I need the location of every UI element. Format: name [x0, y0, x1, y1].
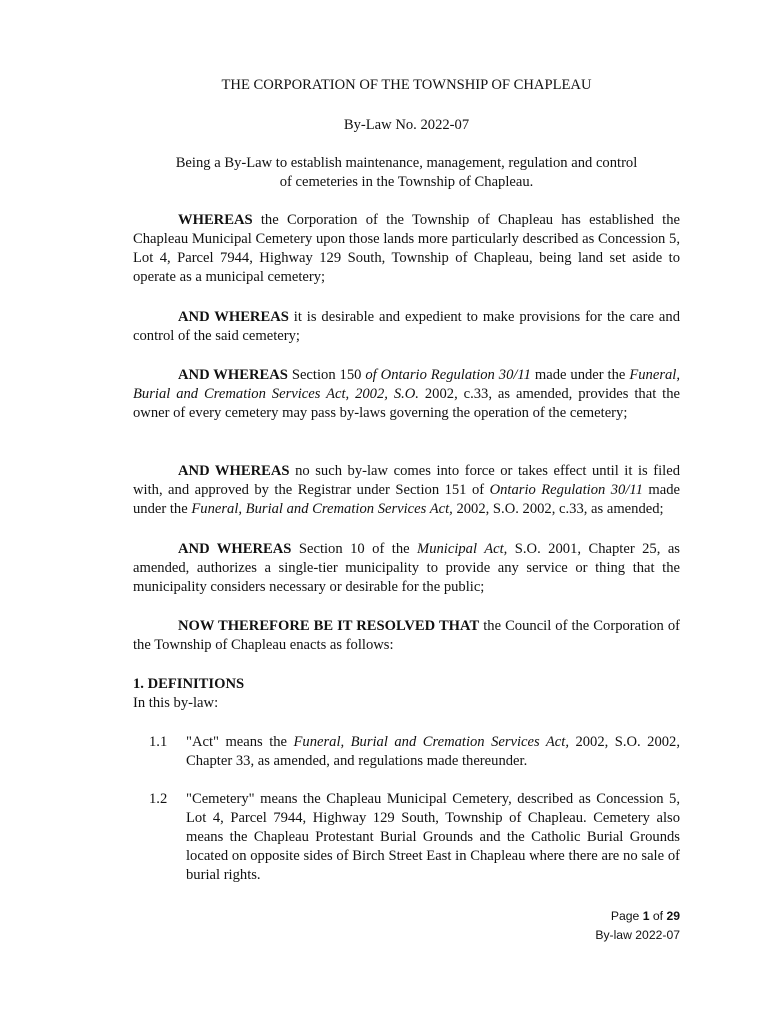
whereas-keyword: WHEREAS [178, 212, 253, 228]
definition-text: "Act" means the [186, 734, 294, 750]
definition-1-2 [133, 790, 680, 885]
page-of: of [649, 909, 667, 923]
whereas-1-text: the Corporation of the Township of Chapleau has established the Chapleau Municipal Cemetery upon those lands more particularly described as Concession 5, Lot 4, Parcel 7944, Highway 129 South, Township of Chapleau, being land set aside to operate as a municipal cemetery; [133, 212, 680, 285]
act-citation: Municipal Act, [417, 541, 508, 557]
section-1-heading [133, 675, 680, 694]
definition-1-1 [133, 733, 680, 771]
whereas-3-text: made under the [530, 367, 630, 383]
bylaw-purpose [133, 154, 680, 192]
resolution-keyword: NOW THEREFORE BE IT RESOLVED THAT [178, 618, 480, 634]
whereas-2-text: it is desirable and expedient to make provisions for the care and control of the said cemetery; [133, 309, 680, 344]
page-total: 29 [666, 909, 680, 923]
resolution [133, 617, 680, 655]
whereas-3-text: 2002, c.33, as amended, provides that the owner of every cemetery may pass by-laws governing the operation of the cemetery; [133, 386, 680, 421]
whereas-2 [133, 308, 680, 346]
act-citation: Funeral, Burial and Cremation Services Act, 2002, S.O. [133, 367, 680, 402]
purpose-line-1: Being a By-Law to establish maintenance, management, regulation and control [175, 155, 638, 171]
whereas-5-text: S.O. 2001, Chapter 25, as amended, authorizes a single-tier municipality to provide any service or thing that the municipality considers necessary or desirable for the public; [133, 541, 680, 595]
whereas-4-text: 2002, S.O. 2002, c.33, as amended; [452, 501, 664, 517]
whereas-3-text: Section 150 [287, 367, 366, 383]
whereas-1 [133, 211, 680, 287]
definition-number: 1.2 [149, 791, 168, 807]
definition-text: "Cemetery" means the Chapleau Municipal Cemetery, described as Concession 5, Lot 4, Parcel 7944, Highway 129 South, Township of Chapleau. Cemetery also means the Chapleau Protestant Burial Grounds and the Catholic Burial Grounds located on opposite sides of Birch Street East in Chapleau where there are no sale of burial rights. [186, 791, 680, 883]
definition-text: 2002, S.O. 2002, Chapter 33, as amended, and regulations made thereunder. [186, 734, 680, 769]
whereas-keyword: AND WHEREAS [178, 367, 288, 383]
footer-reference: By-law 2022-07 [595, 928, 680, 942]
bylaw-number: By-Law No. 2022-07 [343, 117, 470, 133]
whereas-keyword: AND WHEREAS [178, 463, 290, 479]
page-label: Page [610, 909, 643, 923]
whereas-keyword: AND WHEREAS [178, 309, 289, 325]
definition-number: 1.1 [149, 734, 168, 750]
whereas-4-text: no such by-law comes into force or takes effect until it is filed with, and approved by the Registrar under Section 151 of [133, 463, 680, 498]
page-counter [595, 907, 680, 926]
act-citation: Funeral, Burial and Cremation Services Act, [293, 734, 569, 750]
purpose-line-2: of cemeteries in the Township of Chapleau. [279, 174, 534, 190]
whereas-3 [133, 366, 680, 423]
resolution-text: the Council of the Corporation of the Township of Chapleau enacts as follows: [133, 618, 680, 653]
whereas-5-text: Section 10 of the [291, 541, 418, 557]
whereas-4-text: made under the [133, 482, 680, 517]
act-citation: Funeral, Burial and Cremation Services Act, [191, 501, 453, 517]
section-1-title: 1. DEFINITIONS [133, 676, 245, 692]
page-current: 1 [642, 909, 650, 923]
page-footer [595, 907, 680, 945]
whereas-5 [133, 540, 680, 597]
section-1-intro: In this by-law: [133, 695, 219, 711]
org-heading: THE CORPORATION OF THE TOWNSHIP OF CHAPLEAU [221, 77, 592, 93]
whereas-keyword: AND WHEREAS [178, 541, 292, 557]
whereas-4 [133, 462, 680, 519]
regulation-citation: of Ontario Regulation 30/11 [365, 367, 531, 383]
regulation-citation: Ontario Regulation 30/11 [489, 482, 643, 498]
